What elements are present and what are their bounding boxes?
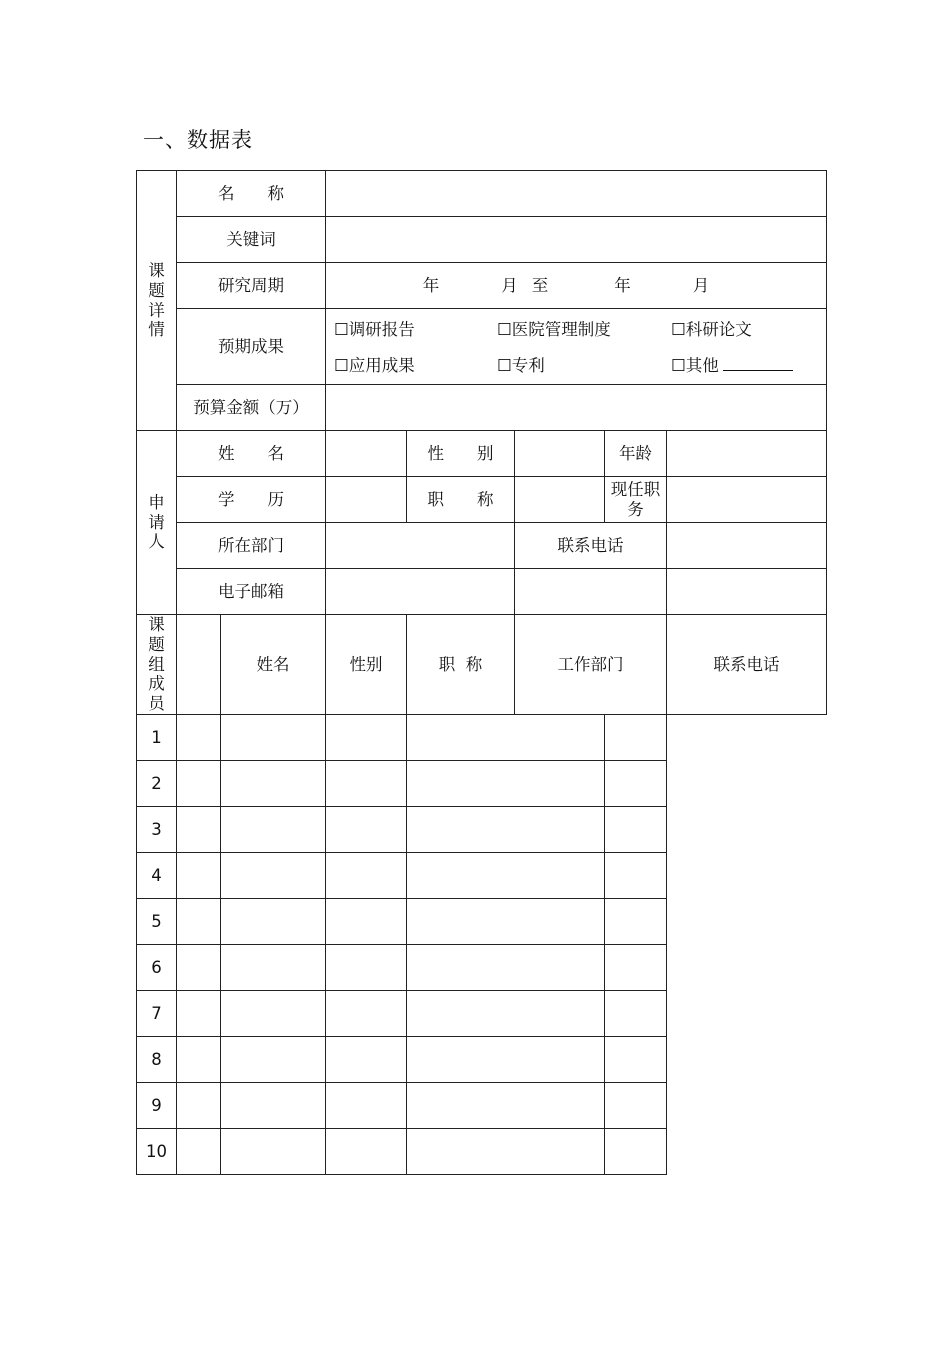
data-form-table: [136, 170, 827, 1175]
member-index-header: [177, 615, 221, 715]
table-row: [137, 1036, 827, 1082]
applicant-phone-field[interactable]: [667, 523, 827, 569]
member-department-field[interactable]: [407, 1036, 605, 1082]
member-gender-field[interactable]: [221, 1082, 326, 1128]
member-title-field[interactable]: [326, 760, 407, 806]
outcome-checkbox-other[interactable]: ☐其他: [671, 355, 719, 375]
member-row-number: 10: [137, 1128, 177, 1174]
page-title: 一、数据表: [143, 128, 253, 152]
section-label-team-members: 课 题 组 成 员: [137, 615, 177, 715]
member-title-field[interactable]: [326, 806, 407, 852]
member-header-department: 工作部门: [515, 615, 667, 715]
period-start-month: 月: [501, 275, 518, 295]
member-name-field[interactable]: [177, 1036, 221, 1082]
section-label-applicant: 申 请 人: [137, 431, 177, 615]
table-row: [137, 944, 827, 990]
applicant-department-label: 所在部门: [177, 523, 326, 569]
keyword-label: 关键词: [177, 217, 326, 263]
member-title-field[interactable]: [326, 990, 407, 1036]
member-gender-field[interactable]: [221, 714, 326, 760]
applicant-position-field[interactable]: [667, 477, 827, 523]
member-row-number: 2: [137, 760, 177, 806]
applicant-name-label: 姓 名: [177, 431, 326, 477]
applicant-education-label: 学 历: [177, 477, 326, 523]
applicant-title-label: 职 称: [407, 477, 515, 523]
member-row-number: 9: [137, 1082, 177, 1128]
table-row: [137, 806, 827, 852]
budget-label: 预算金额（万）: [177, 385, 326, 431]
member-phone-field[interactable]: [605, 990, 667, 1036]
member-header-name: 姓名: [221, 615, 326, 715]
applicant-email-label: 电子邮箱: [177, 569, 326, 615]
member-row-number: 1: [137, 714, 177, 760]
outcome-other-wrap: [671, 356, 826, 376]
applicant-phone-label: 联系电话: [515, 523, 667, 569]
section-label-project-details: 课 题 详 情: [137, 171, 177, 431]
keyword-field[interactable]: [326, 217, 827, 263]
outcome-checkbox-survey-report[interactable]: ☐调研报告: [334, 319, 415, 339]
member-row-number: 4: [137, 852, 177, 898]
member-department-field[interactable]: [407, 1082, 605, 1128]
table-row: [137, 1128, 827, 1174]
member-title-field[interactable]: [326, 1082, 407, 1128]
member-name-field[interactable]: [177, 806, 221, 852]
table-row: [137, 1082, 827, 1128]
member-header-title: 职 称: [407, 615, 515, 715]
member-department-field[interactable]: [407, 944, 605, 990]
member-name-field[interactable]: [177, 944, 221, 990]
table-row: [137, 898, 827, 944]
member-header-phone: 联系电话: [667, 615, 827, 715]
member-title-field[interactable]: [326, 898, 407, 944]
member-department-field[interactable]: [407, 760, 605, 806]
outcome-checkbox-research-paper[interactable]: ☐科研论文: [671, 319, 752, 339]
member-department-field[interactable]: [407, 852, 605, 898]
member-phone-field[interactable]: [605, 1036, 667, 1082]
applicant-gender-field[interactable]: [515, 431, 605, 477]
member-gender-field[interactable]: [221, 1036, 326, 1082]
member-name-field[interactable]: [177, 714, 221, 760]
outcome-checkbox-patent[interactable]: ☐专利: [497, 355, 545, 375]
member-title-field[interactable]: [326, 852, 407, 898]
member-name-field[interactable]: [177, 1082, 221, 1128]
member-title-field[interactable]: [326, 1128, 407, 1174]
member-row-number: 5: [137, 898, 177, 944]
applicant-education-field[interactable]: [326, 477, 407, 523]
applicant-age-field[interactable]: [667, 431, 827, 477]
member-name-field[interactable]: [177, 898, 221, 944]
table-row: [137, 760, 827, 806]
member-gender-field[interactable]: [221, 898, 326, 944]
member-name-field[interactable]: [177, 990, 221, 1036]
member-row-number: 3: [137, 806, 177, 852]
member-gender-field[interactable]: [221, 1128, 326, 1174]
member-gender-field[interactable]: [221, 852, 326, 898]
applicant-name-field[interactable]: [326, 431, 407, 477]
period-end-month: 月: [692, 275, 710, 295]
table-row: [137, 852, 827, 898]
research-period-label: 研究周期: [177, 263, 326, 309]
member-phone-field[interactable]: [605, 714, 667, 760]
applicant-position-label: 现任职务: [605, 477, 667, 523]
applicant-email-extra-2[interactable]: [667, 569, 827, 615]
member-name-field[interactable]: [177, 852, 221, 898]
applicant-gender-label: 性 别: [407, 431, 515, 477]
applicant-title-field[interactable]: [515, 477, 605, 523]
table-row: [137, 714, 827, 760]
outcome-checkbox-applied-result[interactable]: ☐应用成果: [334, 355, 415, 375]
member-gender-field[interactable]: [221, 990, 326, 1036]
outcome-checkbox-hospital-management[interactable]: ☐医院管理制度: [497, 319, 611, 339]
applicant-email-extra-1[interactable]: [515, 569, 667, 615]
member-header-gender: 性别: [326, 615, 407, 715]
period-to: 至: [531, 275, 549, 295]
member-title-field[interactable]: [326, 714, 407, 760]
outcome-other-blank[interactable]: [723, 356, 793, 371]
member-gender-field[interactable]: [221, 806, 326, 852]
project-name-label: 名 称: [177, 171, 326, 217]
member-phone-field[interactable]: [605, 806, 667, 852]
expected-outcome-label: 预期成果: [177, 309, 326, 385]
applicant-age-label: 年龄: [605, 431, 667, 477]
member-title-field[interactable]: [326, 1036, 407, 1082]
member-name-field[interactable]: [177, 1128, 221, 1174]
applicant-department-field[interactable]: [326, 523, 515, 569]
expected-outcome-field: [326, 309, 827, 385]
member-department-field[interactable]: [407, 1128, 605, 1174]
member-title-field[interactable]: [326, 944, 407, 990]
member-name-field[interactable]: [177, 760, 221, 806]
research-period-field[interactable]: [326, 263, 827, 309]
member-phone-field[interactable]: [605, 898, 667, 944]
member-department-field[interactable]: [407, 806, 605, 852]
budget-field[interactable]: [326, 385, 827, 431]
period-start-year: 年: [422, 275, 440, 295]
member-phone-field[interactable]: [605, 852, 667, 898]
member-row-number: 8: [137, 1036, 177, 1082]
member-phone-field[interactable]: [605, 944, 667, 990]
applicant-email-field[interactable]: [326, 569, 515, 615]
member-phone-field[interactable]: [605, 760, 667, 806]
member-row-number: 6: [137, 944, 177, 990]
member-department-field[interactable]: [407, 990, 605, 1036]
member-department-field[interactable]: [407, 898, 605, 944]
period-end-year: 年: [614, 275, 631, 295]
table-row: [137, 990, 827, 1036]
member-phone-field[interactable]: [605, 1082, 667, 1128]
project-name-field[interactable]: [326, 171, 827, 217]
member-gender-field[interactable]: [221, 760, 326, 806]
member-phone-field[interactable]: [605, 1128, 667, 1174]
member-department-field[interactable]: [407, 714, 605, 760]
member-gender-field[interactable]: [221, 944, 326, 990]
member-row-number: 7: [137, 990, 177, 1036]
